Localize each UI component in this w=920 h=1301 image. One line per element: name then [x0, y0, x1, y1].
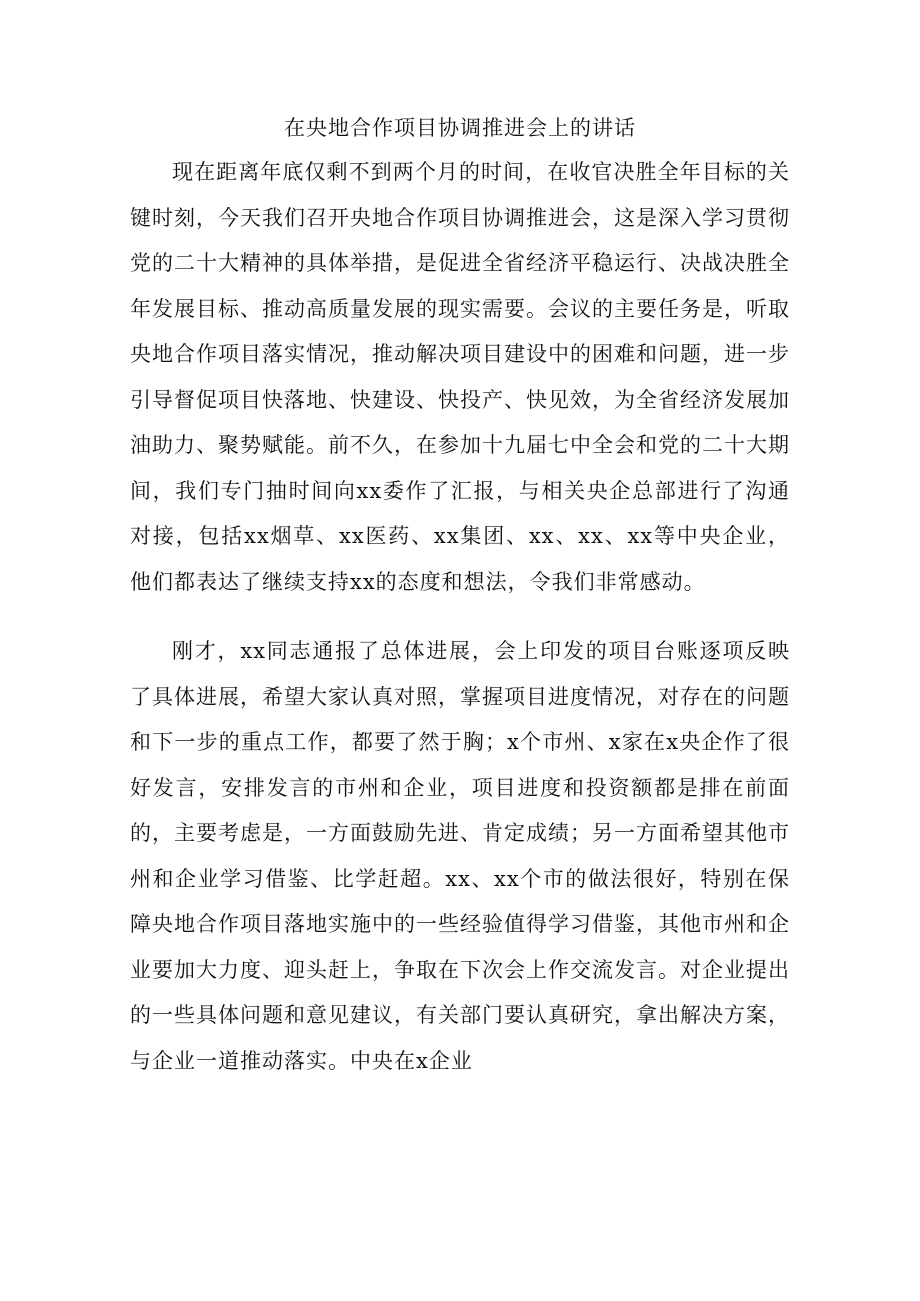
paragraph-1: 现在距离年底仅剩不到两个月的时间，在收官决胜全年目标的关键时刻，今天我们召开央地合作项目协调推进会，这是深入学习贯彻党的二十大精神的具体举措，是促进全省经济平稳运行、决战决胜全年发展目标、推动高质量发展的现实需要。会议的主要任务是，听取央地合作项目落实情况，推动解决项目建设中的困难和问题，进一步引导督促项目快落地、快建设、快投产、快见效，为全省经济发展加油助力、聚势赋能。前不久，在参加十九届七中全会和党的二十大期间，我们专门抽时间向xx委作了汇报，与相关央企总部进行了沟通对接，包括xx烟草、xx医药、xx集团、xx、xx、xx等中央企业，他们都表达了继续支持xx的态度和想法，令我们非常感动。: [130, 160, 790, 594]
document-title: 在央地合作项目协调推进会上的讲话: [284, 116, 636, 140]
paragraph-2: 刚才，xx同志通报了总体进展，会上印发的项目台账逐项反映了具体进展，希望大家认真对照，掌握项目进度情况，对存在的问题和下一步的重点工作，都要了然于胸；x个市州、x家在x央企作了很好发言，安排发言的市州和企业，项目进度和投资额都是排在前面的，主要考虑是，一方面鼓励先进、肯定成绩；另一方面希望其他市州和企业学习借鉴、比学赶超。xx、xx个市的做法很好，特别在保障央地合作项目落地实施中的一些经验值得学习借鉴，其他市州和企业要加大力度、迎头赶上，争取在下次会上作交流发言。对企业提出的一些具体问题和意见建议，有关部门要认真研究，拿出解决方案，与企业一道推动落实。中央在x企业: [130, 639, 790, 1073]
